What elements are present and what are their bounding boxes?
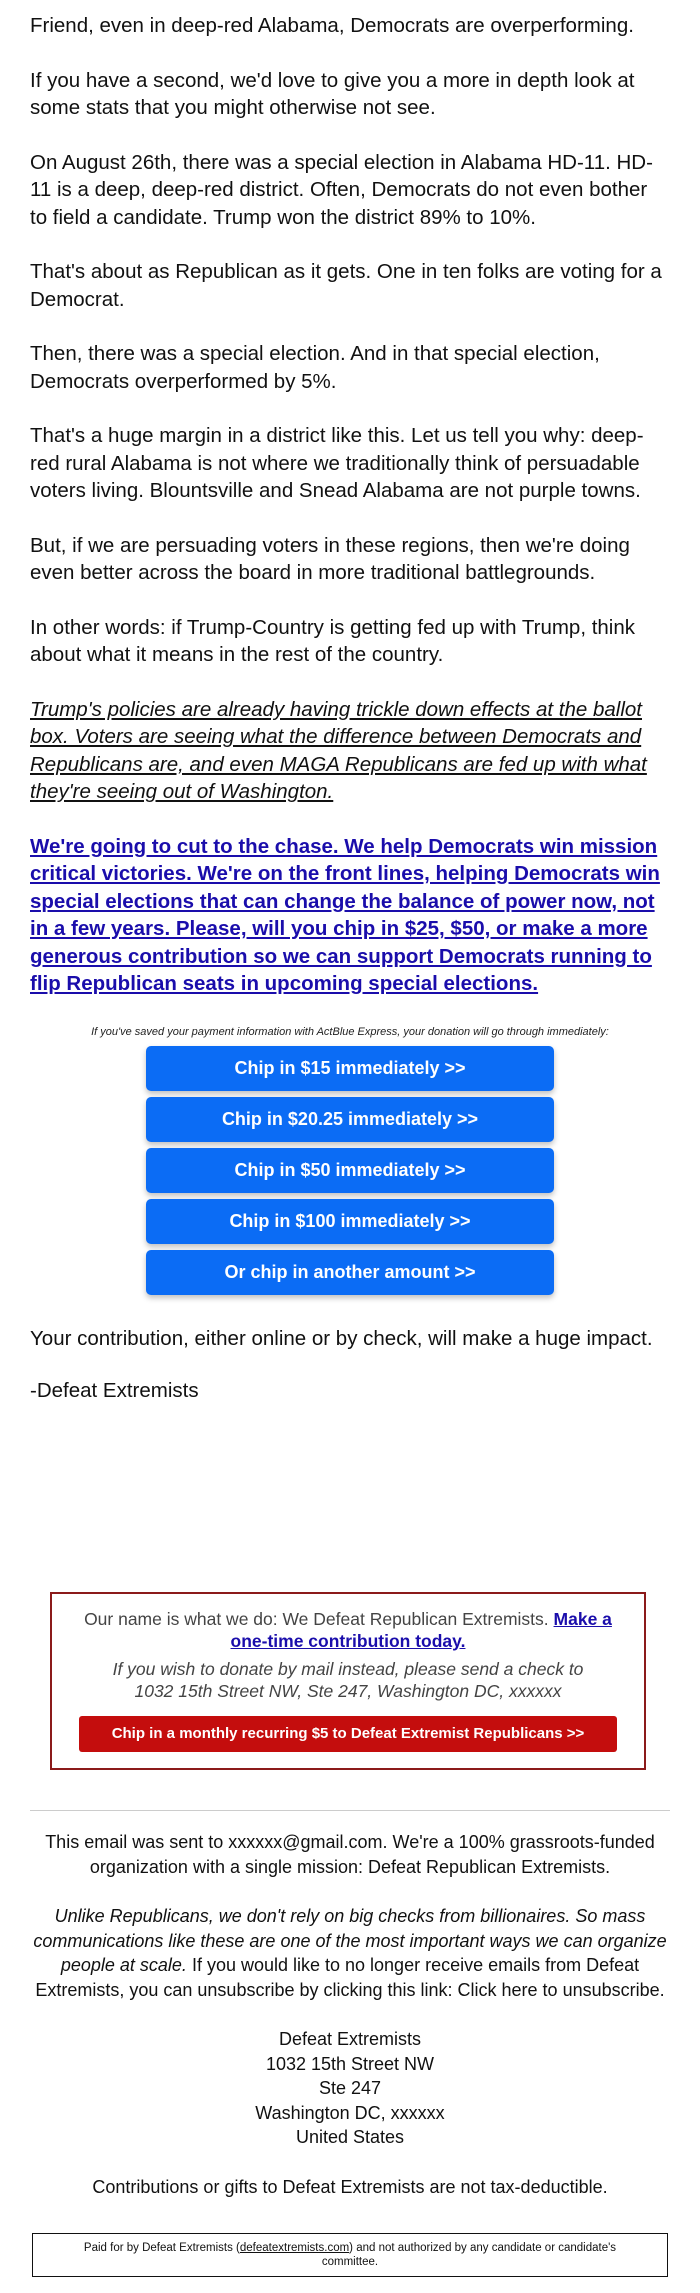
paragraph: On August 26th, there was a special election in Alabama HD-11. HD-11 is a deep, deep-red district. Often, Democrats do not even bother to field a candidate. Trump won the district 89% to 10%. (30, 150, 653, 229)
unsubscribe-paragraph (30, 1904, 670, 2002)
italic-paragraph: Trump's policies are already having trickle down effects at the ballot box. Voters are seeing what the difference between Democrats and Republicans are, and even MAGA Republicans are fed up with what they're seeing out of Washington. (30, 697, 647, 803)
address-line: Ste 247 (318, 2078, 382, 2098)
paragraph: But, if we are persuading voters in these regions, then we're doing even better across the board in more traditional battlegrounds. (30, 533, 630, 584)
footer-divider (30, 1810, 670, 1811)
chip-15-button[interactable]: Chip in $15 immediately >> (146, 1046, 554, 1091)
address-line: 1032 15th Street NW (265, 2053, 435, 2074)
tax-note: Contributions or gifts to Defeat Extremists are not tax-deductible. (92, 2176, 608, 2197)
paid-for-disclaimer (32, 2233, 668, 2277)
paragraph: That's a huge margin in a district like this. Let us tell you why: deep-red rural Alabama is not where we traditionally think of persuadable voters living. Blountsville and Snead Alabama are not purple towns. (30, 424, 644, 502)
chip-other-amount-button[interactable]: Or chip in another amount >> (146, 1250, 554, 1295)
chip-50-button[interactable]: Chip in $50 immediately >> (146, 1148, 554, 1193)
footer (30, 1830, 670, 2224)
sent-to-text: This email was sent to xxxxxx@gmail.com. We're a 100% grassroots-funded organization with a single mission: Defeat Republican Extremists. (45, 1832, 655, 1877)
signature: -Defeat Extremists (30, 1379, 199, 1402)
callout-box (50, 1592, 646, 1770)
chip-20-25-button[interactable]: Chip in $20.25 immediately >> (146, 1097, 554, 1142)
contribution-impact-text: Your contribution, either online or by check, will make a huge impact. (30, 1326, 653, 1350)
paragraph: Then, there was a special election. And in that special election, Democrats overperformed by 5%. (30, 342, 600, 393)
donation-buttons (30, 1046, 670, 1295)
paragraph: In other words: if Trump-Country is getting fed up with Trump, think about what it means in the rest of the country. (30, 615, 636, 666)
paragraph: If you have a second, we'd love to give you a more in depth look at some stats that you might otherwise not see. (30, 68, 635, 119)
callout-intro (52, 1608, 644, 1652)
address-line: Washington DC, xxxxxx (255, 2102, 445, 2123)
paragraph: That's about as Republican as it gets. One in ten folks are voting for a Democrat. (30, 260, 662, 311)
website-link[interactable]: defeatextremists.com (239, 2242, 350, 2254)
one-time-contribution-link[interactable]: Make a one-time contribution today. (230, 1609, 612, 1651)
paid-prefix: Paid for by Defeat Extremists ( (83, 2242, 240, 2254)
callout-intro-text: Our name is what we do: We Defeat Republican Extremists. (84, 1609, 549, 1629)
cta-donate-link[interactable]: We're going to cut to the chase. We help Democrats win mission critical victories. We're on the front lines, helping Democrats win special elections that can change the balance of power now, not in a few years. Please, will you chip in $25, $50, or make a more generous contribution so we can support Democrats running to flip Republican seats in upcoming special elections. (30, 834, 660, 995)
mail-instructions: If you wish to donate by mail instead, please send a check to 1032 15th Street NW, Ste 247, Washington DC, xxxxxx (112, 1659, 584, 1701)
cta-paragraph (30, 833, 670, 998)
mailing-address (30, 2027, 670, 2150)
monthly-recurring-button[interactable]: Chip in a monthly recurring $5 to Defeat Extremist Republicans >> (79, 1716, 617, 1752)
actblue-express-note: If you've saved your payment information with ActBlue Express, your donation will go through immediately: (91, 1025, 609, 1038)
address-line: United States (295, 2127, 405, 2147)
address-line: Defeat Extremists (278, 2029, 422, 2049)
paid-suffix: ) and not authorized by any candidate or candidate's committee. (321, 2242, 617, 2268)
chip-100-button[interactable]: Chip in $100 immediately >> (146, 1199, 554, 1244)
unsubscribe-link[interactable]: If you would like to no longer receive emails from Defeat Extremists, you can unsubscribe by clicking this link: Click here to unsubscribe. (35, 1955, 665, 2000)
greeting: Friend, even in deep-red Alabama, Democrats are overperforming. (30, 14, 634, 37)
billionaires-note: Unlike Republicans, we don't rely on big checks from billionaires. So mass communications like these are one of the most important ways we can organize people at scale. (33, 1906, 667, 1975)
